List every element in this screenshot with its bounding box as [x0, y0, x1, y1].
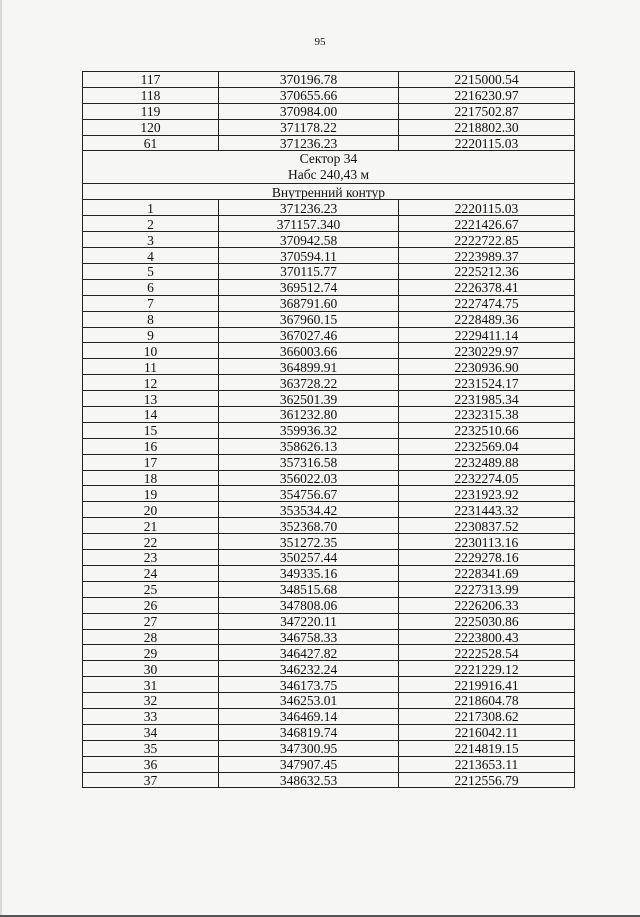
point-number: 32	[83, 693, 219, 709]
y-coordinate: 2216042.11	[399, 724, 575, 740]
sector-header	[83, 151, 575, 200]
table-row	[83, 454, 575, 470]
sector-header-cell	[83, 151, 575, 184]
table-row	[83, 708, 575, 724]
x-coordinate: 349335.16	[219, 565, 399, 581]
point-number: 31	[83, 677, 219, 693]
table-row	[83, 661, 575, 677]
point-number: 12	[83, 375, 219, 391]
x-coordinate: 347808.06	[219, 597, 399, 613]
table-row	[83, 343, 575, 359]
y-coordinate: 2231443.32	[399, 502, 575, 518]
y-coordinate: 2230837.52	[399, 518, 575, 534]
table-row	[83, 103, 575, 119]
table-row	[83, 359, 575, 375]
y-coordinate: 2227474.75	[399, 295, 575, 311]
table-row	[83, 375, 575, 391]
scan-edge-left	[0, 0, 2, 917]
sector-height: Набс 240,43 м	[287, 167, 370, 183]
table-row	[83, 518, 575, 534]
x-coordinate: 367960.15	[219, 311, 399, 327]
point-number: 29	[83, 645, 219, 661]
y-coordinate: 2232510.66	[399, 422, 575, 438]
y-coordinate: 2229278.16	[399, 550, 575, 566]
x-coordinate: 371236.23	[219, 135, 399, 151]
point-number: 9	[83, 327, 219, 343]
table-row	[83, 645, 575, 661]
x-coordinate: 367027.46	[219, 327, 399, 343]
y-coordinate: 2232569.04	[399, 438, 575, 454]
point-number: 18	[83, 470, 219, 486]
y-coordinate: 2225030.86	[399, 613, 575, 629]
contour-label: Внутренний контур	[83, 184, 575, 200]
point-number: 23	[83, 550, 219, 566]
y-coordinate: 2222722.85	[399, 232, 575, 248]
y-coordinate: 2218802.30	[399, 119, 575, 135]
table-row	[83, 232, 575, 248]
x-coordinate: 371157.340	[219, 216, 399, 232]
point-number: 13	[83, 391, 219, 407]
y-coordinate: 2223800.43	[399, 629, 575, 645]
point-number: 15	[83, 422, 219, 438]
point-number: 21	[83, 518, 219, 534]
table-row	[83, 119, 575, 135]
y-coordinate: 2219916.41	[399, 677, 575, 693]
table-row	[83, 135, 575, 151]
table-row	[83, 87, 575, 103]
x-coordinate: 370115.77	[219, 264, 399, 280]
y-coordinate: 2221426.67	[399, 216, 575, 232]
point-number: 33	[83, 708, 219, 724]
point-number: 28	[83, 629, 219, 645]
table-row	[83, 327, 575, 343]
point-number: 37	[83, 772, 219, 788]
sector-header-row	[83, 151, 575, 184]
table-row	[83, 438, 575, 454]
table-row	[83, 581, 575, 597]
y-coordinate: 2218604.78	[399, 693, 575, 709]
contour-header-row	[83, 184, 575, 200]
coordinates-table	[82, 71, 575, 788]
point-number: 27	[83, 613, 219, 629]
x-coordinate: 352368.70	[219, 518, 399, 534]
table-row	[83, 200, 575, 216]
table-row	[83, 613, 575, 629]
point-number: 2	[83, 216, 219, 232]
table-row	[83, 740, 575, 756]
x-coordinate: 366003.66	[219, 343, 399, 359]
x-coordinate: 370655.66	[219, 87, 399, 103]
table-row	[83, 550, 575, 566]
table-row	[83, 677, 575, 693]
y-coordinate: 2212556.79	[399, 772, 575, 788]
y-coordinate: 2226206.33	[399, 597, 575, 613]
x-coordinate: 353534.42	[219, 502, 399, 518]
y-coordinate: 2220115.03	[399, 200, 575, 216]
x-coordinate: 346253.01	[219, 693, 399, 709]
y-coordinate: 2226378.41	[399, 279, 575, 295]
x-coordinate: 370196.78	[219, 72, 399, 88]
point-number: 1	[83, 200, 219, 216]
y-coordinate: 2230113.16	[399, 534, 575, 550]
table-row	[83, 422, 575, 438]
table-row	[83, 311, 575, 327]
y-coordinate: 2228489.36	[399, 311, 575, 327]
point-number: 11	[83, 359, 219, 375]
x-coordinate: 368791.60	[219, 295, 399, 311]
table-row	[83, 756, 575, 772]
table-row	[83, 279, 575, 295]
point-number: 120	[83, 119, 219, 135]
y-coordinate: 2217308.62	[399, 708, 575, 724]
table-row	[83, 565, 575, 581]
point-number: 119	[83, 103, 219, 119]
x-coordinate: 358626.13	[219, 438, 399, 454]
x-coordinate: 348515.68	[219, 581, 399, 597]
x-coordinate: 370594.11	[219, 248, 399, 264]
point-number: 5	[83, 264, 219, 280]
y-coordinate: 2232489.88	[399, 454, 575, 470]
x-coordinate: 346469.14	[219, 708, 399, 724]
y-coordinate: 2220115.03	[399, 135, 575, 151]
x-coordinate: 346173.75	[219, 677, 399, 693]
y-coordinate: 2221229.12	[399, 661, 575, 677]
x-coordinate: 346758.33	[219, 629, 399, 645]
point-number: 8	[83, 311, 219, 327]
point-number: 16	[83, 438, 219, 454]
y-coordinate: 2232274.05	[399, 470, 575, 486]
point-number: 4	[83, 248, 219, 264]
table-row	[83, 724, 575, 740]
point-number: 30	[83, 661, 219, 677]
point-number: 25	[83, 581, 219, 597]
point-number: 61	[83, 135, 219, 151]
point-number: 7	[83, 295, 219, 311]
page-number: 95	[314, 36, 326, 48]
point-number: 20	[83, 502, 219, 518]
point-number: 3	[83, 232, 219, 248]
point-number: 36	[83, 756, 219, 772]
table-row	[83, 534, 575, 550]
point-number: 10	[83, 343, 219, 359]
table-row	[83, 264, 575, 280]
table-row	[83, 391, 575, 407]
x-coordinate: 346232.24	[219, 661, 399, 677]
y-coordinate: 2231923.92	[399, 486, 575, 502]
y-coordinate: 2232315.38	[399, 407, 575, 423]
x-coordinate: 371236.23	[219, 200, 399, 216]
x-coordinate: 347300.95	[219, 740, 399, 756]
point-number: 17	[83, 454, 219, 470]
table-row	[83, 486, 575, 502]
x-coordinate: 369512.74	[219, 279, 399, 295]
x-coordinate: 370942.58	[219, 232, 399, 248]
table-row	[83, 248, 575, 264]
table-row	[83, 772, 575, 788]
table-row	[83, 470, 575, 486]
x-coordinate: 347220.11	[219, 613, 399, 629]
point-number: 19	[83, 486, 219, 502]
table-row	[83, 502, 575, 518]
point-number: 118	[83, 87, 219, 103]
y-coordinate: 2213653.11	[399, 756, 575, 772]
x-coordinate: 348632.53	[219, 772, 399, 788]
table-row	[83, 407, 575, 423]
y-coordinate: 2215000.54	[399, 72, 575, 88]
sector-title: Сектор 34	[299, 151, 358, 167]
point-number: 35	[83, 740, 219, 756]
x-coordinate: 370984.00	[219, 103, 399, 119]
point-number: 34	[83, 724, 219, 740]
x-coordinate: 356022.03	[219, 470, 399, 486]
x-coordinate: 347907.45	[219, 756, 399, 772]
x-coordinate: 364899.91	[219, 359, 399, 375]
point-number: 117	[83, 72, 219, 88]
x-coordinate: 371178.22	[219, 119, 399, 135]
table-row	[83, 295, 575, 311]
y-coordinate: 2230936.90	[399, 359, 575, 375]
x-coordinate: 362501.39	[219, 391, 399, 407]
x-coordinate: 363728.22	[219, 375, 399, 391]
table-section-inner-contour	[83, 200, 575, 788]
y-coordinate: 2227313.99	[399, 581, 575, 597]
x-coordinate: 357316.58	[219, 454, 399, 470]
y-coordinate: 2216230.97	[399, 87, 575, 103]
y-coordinate: 2217502.87	[399, 103, 575, 119]
table-section-top	[83, 72, 575, 151]
y-coordinate: 2231524.17	[399, 375, 575, 391]
y-coordinate: 2225212.36	[399, 264, 575, 280]
y-coordinate: 2222528.54	[399, 645, 575, 661]
x-coordinate: 361232.80	[219, 407, 399, 423]
x-coordinate: 346819.74	[219, 724, 399, 740]
table-row	[83, 597, 575, 613]
y-coordinate: 2214819.15	[399, 740, 575, 756]
point-number: 26	[83, 597, 219, 613]
table-row	[83, 72, 575, 88]
y-coordinate: 2228341.69	[399, 565, 575, 581]
table-row	[83, 216, 575, 232]
y-coordinate: 2231985.34	[399, 391, 575, 407]
point-number: 22	[83, 534, 219, 550]
x-coordinate: 354756.67	[219, 486, 399, 502]
x-coordinate: 359936.32	[219, 422, 399, 438]
y-coordinate: 2230229.97	[399, 343, 575, 359]
x-coordinate: 351272.35	[219, 534, 399, 550]
point-number: 24	[83, 565, 219, 581]
point-number: 14	[83, 407, 219, 423]
point-number: 6	[83, 279, 219, 295]
table-row	[83, 629, 575, 645]
y-coordinate: 2229411.14	[399, 327, 575, 343]
y-coordinate: 2223989.37	[399, 248, 575, 264]
table-row	[83, 693, 575, 709]
x-coordinate: 350257.44	[219, 550, 399, 566]
x-coordinate: 346427.82	[219, 645, 399, 661]
